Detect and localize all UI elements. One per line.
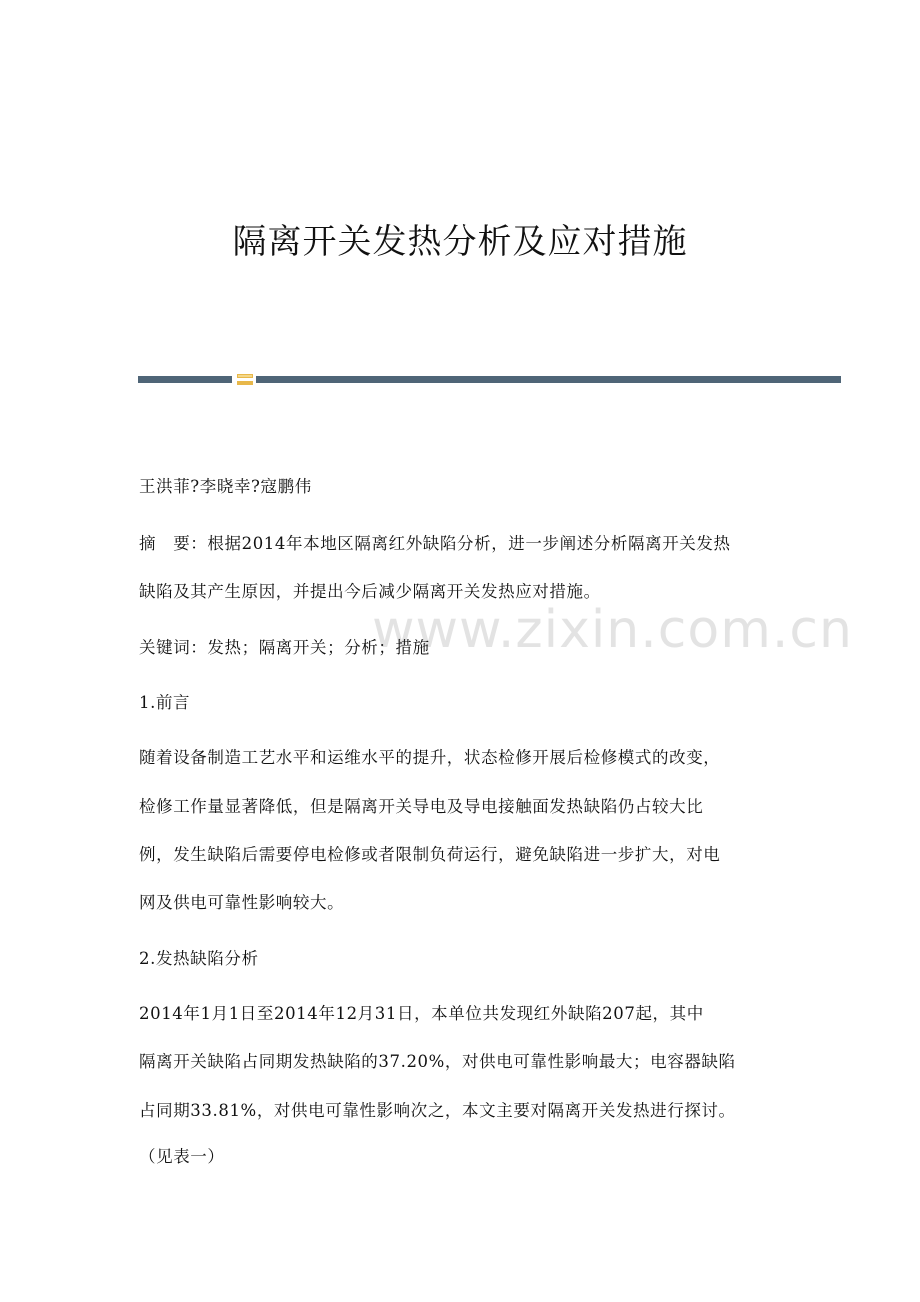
title-rule-right — [256, 376, 841, 383]
abstract-line-1: 摘 要：根据2014年本地区隔离红外缺陷分析，进一步阐述分析隔离开关发热 — [139, 534, 731, 553]
paragraph-line: 隔离开关缺陷占同期发热缺陷的37.20%，对供电可靠性影响最大；电容器缺陷 — [139, 1052, 736, 1071]
paragraph-line: 占同期33.81%，对供电可靠性影响次之，本文主要对隔离开关发热进行探讨。 — [139, 1101, 736, 1120]
abstract-line-2: 缺陷及其产生原因，并提出今后减少隔离开关发热应对措施。 — [139, 582, 601, 601]
authors: 王洪菲?李晓幸?寇鹏伟 — [139, 477, 312, 496]
page-title: 隔离开关发热分析及应对措施 — [232, 222, 688, 262]
paragraph-line: 网及供电可靠性影响较大。 — [139, 893, 345, 912]
title-rule-left — [138, 376, 232, 383]
section-heading-intro: 1.前言 — [139, 693, 191, 712]
paragraph-line: 随着设备制造工艺水平和运维水平的提升，状态检修开展后检修模式的改变， — [139, 748, 721, 767]
paragraph-line: 例，发生缺陷后需要停电检修或者限制负荷运行，避免缺陷进一步扩大，对电 — [139, 845, 721, 864]
paragraph-line: 2014年1月1日至2014年12月31日，本单位共发现红外缺陷207起，其中 — [139, 1004, 704, 1023]
watermark: www.zixin.com.cn — [372, 600, 853, 660]
section-heading-analysis: 2.发热缺陷分析 — [139, 949, 259, 968]
keywords: 关键词：发热；隔离开关；分析；措施 — [139, 638, 430, 657]
paragraph-line: 检修工作量显著降低，但是隔离开关导电及导电接触面发热缺陷仍占较大比 — [139, 797, 704, 816]
paragraph-line: （见表一） — [139, 1147, 225, 1166]
divider-ornament-icon — [237, 374, 253, 385]
